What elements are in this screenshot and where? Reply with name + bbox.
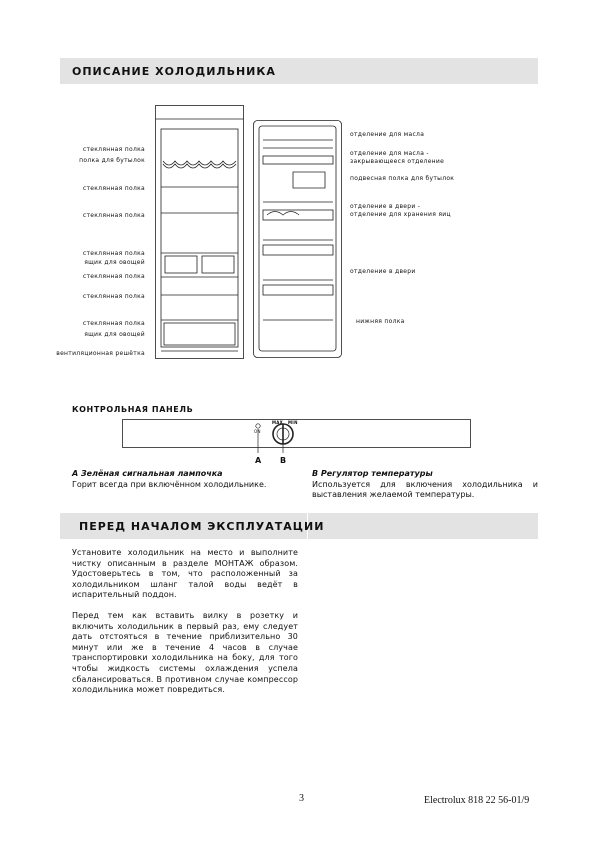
document-code: Electrolux 818 22 56-01/9 (424, 795, 530, 806)
label-on: ON (254, 429, 261, 434)
item-a-title-text: A Зелёная сигнальная лампочка (72, 469, 223, 478)
label-butter-closing-2: закрывающееся отделение (350, 158, 445, 165)
fridge-interior-drawing (155, 105, 245, 360)
item-b-title (312, 469, 433, 479)
label-butter: отделение для масла (350, 131, 425, 138)
item-b-title-text: B Регулятор температуры (312, 469, 433, 478)
label-glass-shelf: стеклянная полка (82, 293, 145, 300)
label-b: B (280, 456, 287, 465)
paragraph-first-start: Перед тем как вставить вилку в розетку и включить холодильник в первый раз, ему следует дать отстояться в течение приблизительно 30 минут или же в течение 4 часов в случае транспортировки холодильника на боку, для того чтобы жидкость системы охлаждения успела сбалансироваться. В противном случае компрессор холодильника может повредиться. (72, 611, 298, 695)
label-door-compartment: отделение в двери (350, 268, 416, 275)
item-a-text: Горит всегда при включённом холодильнике. (72, 480, 267, 489)
label-glass-shelf: стеклянная полка (82, 212, 145, 219)
fridge-door-drawing (253, 120, 343, 360)
label-glass-shelf: стеклянная полка (82, 185, 145, 192)
label-hanging-bottle-shelf: подвесная полка для бутылок (350, 175, 455, 182)
item-a-title (72, 469, 223, 479)
label-glass-shelf: стеклянная полка (82, 273, 145, 280)
control-panel-title: КОНТРОЛЬНАЯ ПАНЕЛЬ (72, 405, 194, 414)
item-b-text-1: Используется для включения холодильника и (312, 480, 538, 489)
label-butter-closing: отделение для масла - (350, 150, 429, 157)
label-min: MIN (288, 420, 298, 425)
section-title-before-use: ПЕРЕД НАЧАЛОМ ЭКСПЛУАТАЦИИ (79, 520, 325, 533)
label-a: A (255, 456, 262, 465)
label-glass-shelf: стеклянная полка (82, 146, 145, 153)
label-door-compartment: отделение в двери - (350, 203, 421, 210)
label-glass-shelf: стеклянная полка (82, 320, 145, 327)
label-bottom-shelf: нижняя полка (356, 318, 405, 325)
label-glass-shelf: стеклянная полка (82, 250, 145, 257)
label-bottle-shelf: полка для бутылок (79, 157, 145, 164)
label-egg-compartment: отделение для хранения яиц (350, 211, 451, 218)
label-vegetable-box: ящик для овощей (84, 331, 145, 338)
item-b-text-2: выставления желаемой температуры. (312, 490, 475, 499)
label-max: MAX (272, 420, 284, 425)
label-vent-grille: вентиляционная решётка (56, 350, 145, 357)
page-number: 3 (299, 793, 304, 804)
label-vegetable-box: ящик для овощей (84, 259, 145, 266)
section-title-description: ОПИСАНИЕ ХОЛОДИЛЬНИКА (72, 65, 276, 78)
paragraph-installation: Установите холодильник на место и выполните чистку описанным в разделе МОНТАЖ образом. Удостоверьтесь в том, что расположенный за холодильником шланг талой воды ведёт в испарительный поддон. (72, 548, 298, 600)
